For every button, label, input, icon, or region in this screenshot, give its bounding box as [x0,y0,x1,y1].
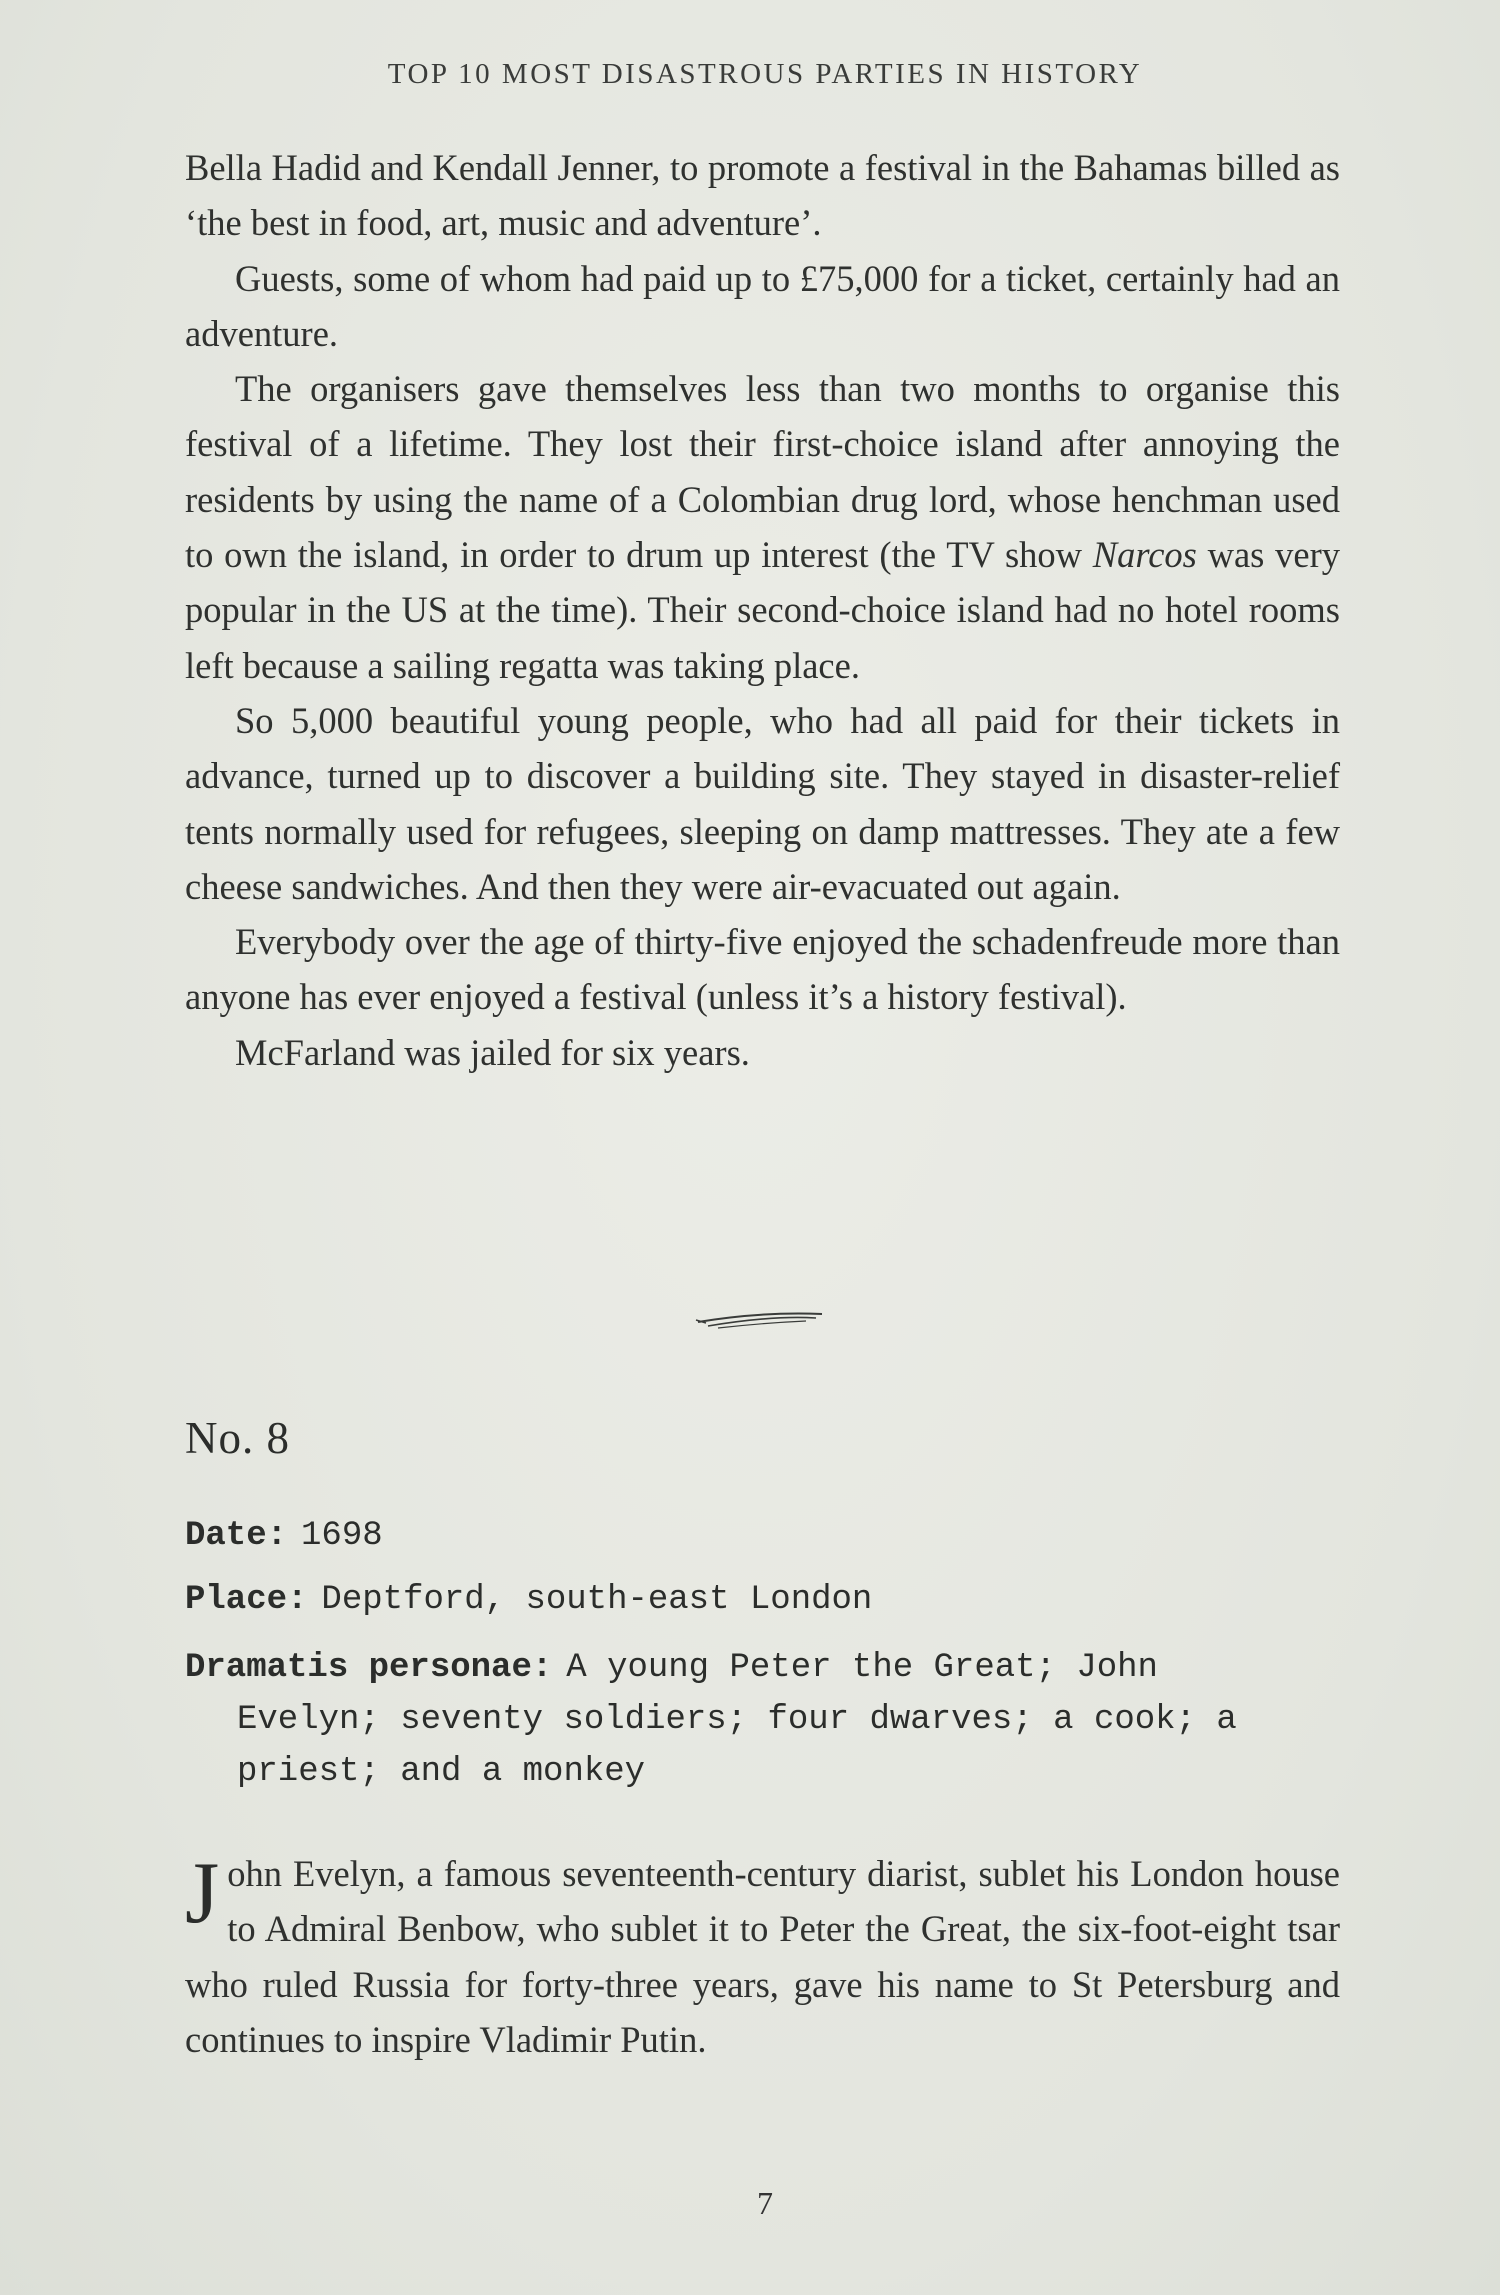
date-value: 1698 [301,1517,383,1555]
paragraph-guests: Guests, some of whom had paid up to £75,000 for a ticket, certainly had an adventure. [185,257,1340,354]
body-text-top [185,140,1340,1080]
persons-label: Dramatis personae: [185,1649,553,1687]
organisers-text-after: was very popular in the US at the time). Their second-choice island had no hotel rooms left because a sailing regatta was taking place. [185,534,1340,686]
place-label: Place: [185,1581,308,1619]
meta-date [185,1510,1345,1562]
paragraph-mcfarland: McFarland was jailed for six years. [235,1031,750,1073]
paragraph-schadenfreude: Everybody over the age of thirty-five enjoyed the schadenfreude more than anyone has ever enjoyed a festival (unless it’s a history festival). [185,921,1340,1018]
place-value: Deptford, south-east London [321,1581,873,1619]
meta-place [185,1574,1345,1626]
persons-line-1: A young Peter the Great; John [566,1649,1158,1687]
section-divider-ornament-icon [694,1306,828,1332]
paragraph-bella-hadid: Bella Hadid and Kendall Jenner, to promote a festival in the Bahamas billed as ‘the best in food, art, music and adventure’. [185,147,1340,244]
opening-paragraph-block [185,1846,1340,2067]
organisers-text-before: The organisers gave themselves less than two months to organise this festival of a lifetime. They lost their first-choice island after annoying the residents by using the name of a Colombian drug lord, whose henchman used to own the island, in order to drum up interest (the TV show [185,368,1340,576]
show-title-narcos: Narcos [1092,534,1197,576]
drop-cap: J [185,1845,220,1942]
paragraph-building-site: So 5,000 beautiful young people, who had all paid for their tickets in advance, turned up to discover a building site. They stayed in disaster-relief tents normally used for refugees, sleeping on damp mattresses. They ate a few cheese sandwiches. And then they were air-evacuated out again. [185,699,1340,907]
persons-line-3: priest; and a monkey [237,1753,646,1791]
page-number: 7 [757,2185,773,2221]
meta-dramatis-personae [185,1642,1345,1798]
date-label: Date: [185,1517,288,1555]
paragraph-organisers [185,361,1340,693]
section-heading: No. 8 [185,1413,290,1463]
persons-line-2: Evelyn; seventy soldiers; four dwarves; a cook; a [237,1701,1237,1739]
paragraph-john-evelyn: ohn Evelyn, a famous seventeenth-century diarist, sublet his London house to Admiral Benbow, who sublet it to Peter the Great, the six-foot-eight tsar who ruled Russia for forty-three years, gave his name to St Petersburg and continues to inspire Vladimir Putin. [185,1853,1340,2060]
running-head: TOP 10 MOST DISASTROUS PARTIES IN HISTORY [387,58,1143,90]
